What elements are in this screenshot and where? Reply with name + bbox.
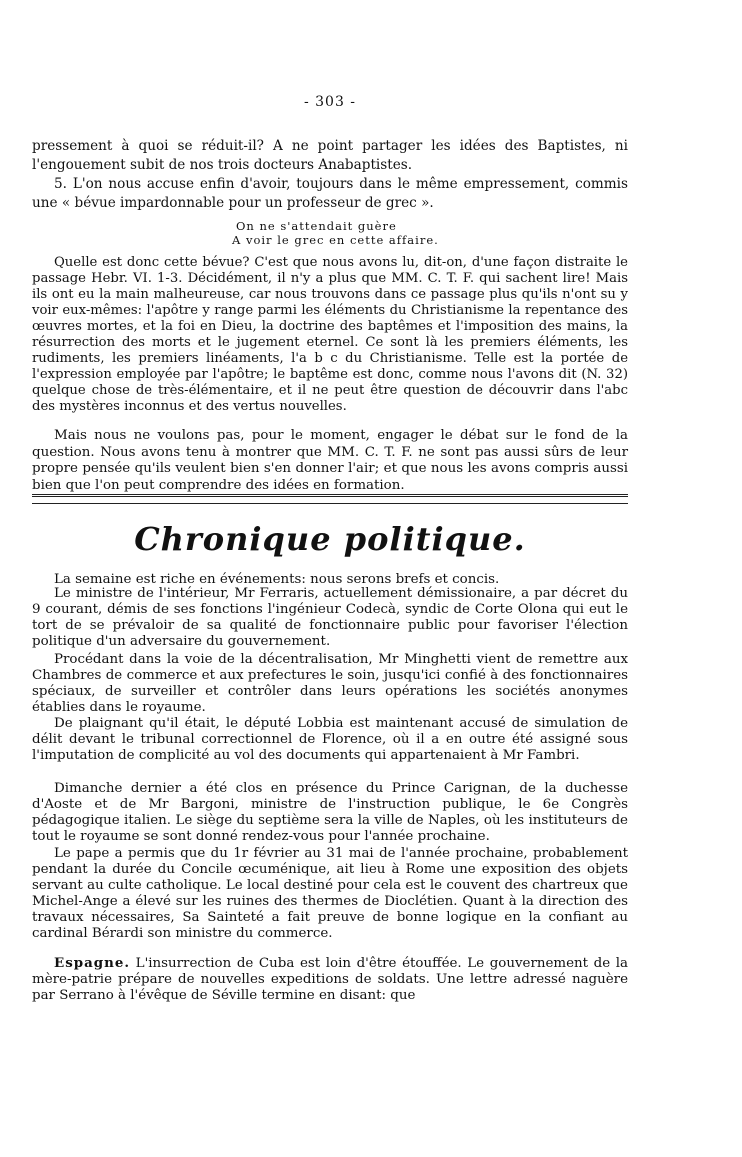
quote-line-2: A voir le grec en cette affaire. — [232, 233, 439, 247]
section-rule — [32, 494, 628, 497]
chronicle-paragraph-4: De plaignant qu'il était, le député Lobbia est maintenant accusé de simulation de délit devant le tribunal correctionnel de Florence, où il a en outre été assigné sous l'imputation de complicité au vol des documents qui appartenaient à Mr Fambri. — [32, 716, 628, 763]
chronicle-paragraph-5: Dimanche dernier a été clos en présence du Prince Carignan, de la duchesse d'Aoste et de Mr Bargoni, ministre de l'instruction publique, le 6e Congrès pédagogique italien. Le siège du septième sera la ville de Naples, où les instituteurs de tout le royaume se sont donné rendez-vous pour l'année prochaine. — [32, 781, 628, 844]
paragraph-3: Quelle est donc cette bévue? C'est que nous avons lu, dit-on, d'une façon distraite le passage Hebr. VI. 1-3. Décidément, il n'y a plus que MM. C. T. F. qui sachent lire! Mais ils ont eu la main malheureuse, car nous trouvons dans ce passage plus qu'ils n'ont su y voir eux-mêmes: l'apôtre y range parmi les éléments du Christianisme la repentance des œuvres mortes, et la foi en Dieu, la doctrine des baptêmes et l'imposition des mains, la résurrection des morts et le jugement eternel. Ce sont là les premiers éléments, les rudiments, les premiers linéaments, l'a b c du Christianisme. Telle est la portée de l'expression employée par l'apôtre; le baptême est donc, comme nous l'avons dit (N. 32) quelque chose de très-élémentaire, et il ne peut être question de découvrir dans l'abc des mystères inconnus et des vertus nouvelles. — [32, 255, 628, 414]
section-rule-thin — [32, 503, 628, 504]
chronicle-paragraph-3: Procédant dans la voie de la décentralisation, Mr Minghetti vient de remettre aux Chambres de commerce et aux prefectures le soin, jusqu'ici confié à des fonctionnaires spéciaux, de surveiller et contrôler dans leurs opérations les sociétés anonymes établies dans le royaume. — [32, 652, 628, 715]
chronicle-paragraph-7 — [32, 955, 628, 1004]
chronicle-paragraph-6: Le pape a permis que du 1r février au 31 mai de l'année prochaine, probablement pendant la durée du Concile œcuménique, ait lieu à Rome une exposition des objets servant au culte catholique. Le local destiné pour cela est le couvent des chartreux que Michel-Ange a élevé sur les ruines des thermes de Dioclétien. Quant à la direction des travaux nécessaires, Sa Sainteté a fait preuve de bonne logique en la confiant au cardinal Bérardi son ministre du commerce. — [32, 846, 628, 941]
chronicle-paragraph-1: La semaine est riche en événements: nous serons brefs et concis. — [54, 572, 500, 587]
chronicle-paragraph-2: Le ministre de l'intérieur, Mr Ferraris, actuellement démissionaire, a par décret du 9 courant, démis de ses fonctions l'ingénieur Codecà, syndic de Corte Olona qui eut le tort de se prévaloir de sa qualité de fonctionnaire public pour favoriser l'élection politique d'un adversaire du gouvernement. — [32, 586, 628, 649]
page-number: - 303 - — [303, 94, 357, 110]
section-title: Chronique politique. — [134, 520, 526, 558]
paragraph-2: 5. L'on nous accuse enfin d'avoir, toujours dans le même empressement, commis une « bévue impardonnable pour un professeur de grec ». — [32, 176, 628, 211]
chronicle-paragraph-7-text: L'insurrection de Cuba est loin d'être étouffée. Le gouvernement de la mère-patrie prépare de nouvelles expeditions de soldats. Une lettre adressé naguère par Serrano à l'évêque de Séville termine en disant: que — [32, 956, 628, 1003]
country-label-espagne: Espagne. — [54, 955, 131, 971]
paragraph-4: Mais nous ne voulons pas, pour le moment, engager le débat sur le fond de la question. Nous avons tenu à montrer que MM. C. T. F. ne sont pas aussi sûrs de leur propre pensée qu'ils veulent bien s'en donner l'air; et que nous les avons compris aussi bien que l'on peut comprendre des idées en formation. — [32, 428, 628, 493]
paragraph-1: pressement à quoi se réduit-il? A ne point partager les idées des Baptistes, ni l'engouement subit de nos trois docteurs Anabaptistes. — [32, 138, 628, 173]
quote-line-1: On ne s'attendait guère — [236, 219, 397, 233]
